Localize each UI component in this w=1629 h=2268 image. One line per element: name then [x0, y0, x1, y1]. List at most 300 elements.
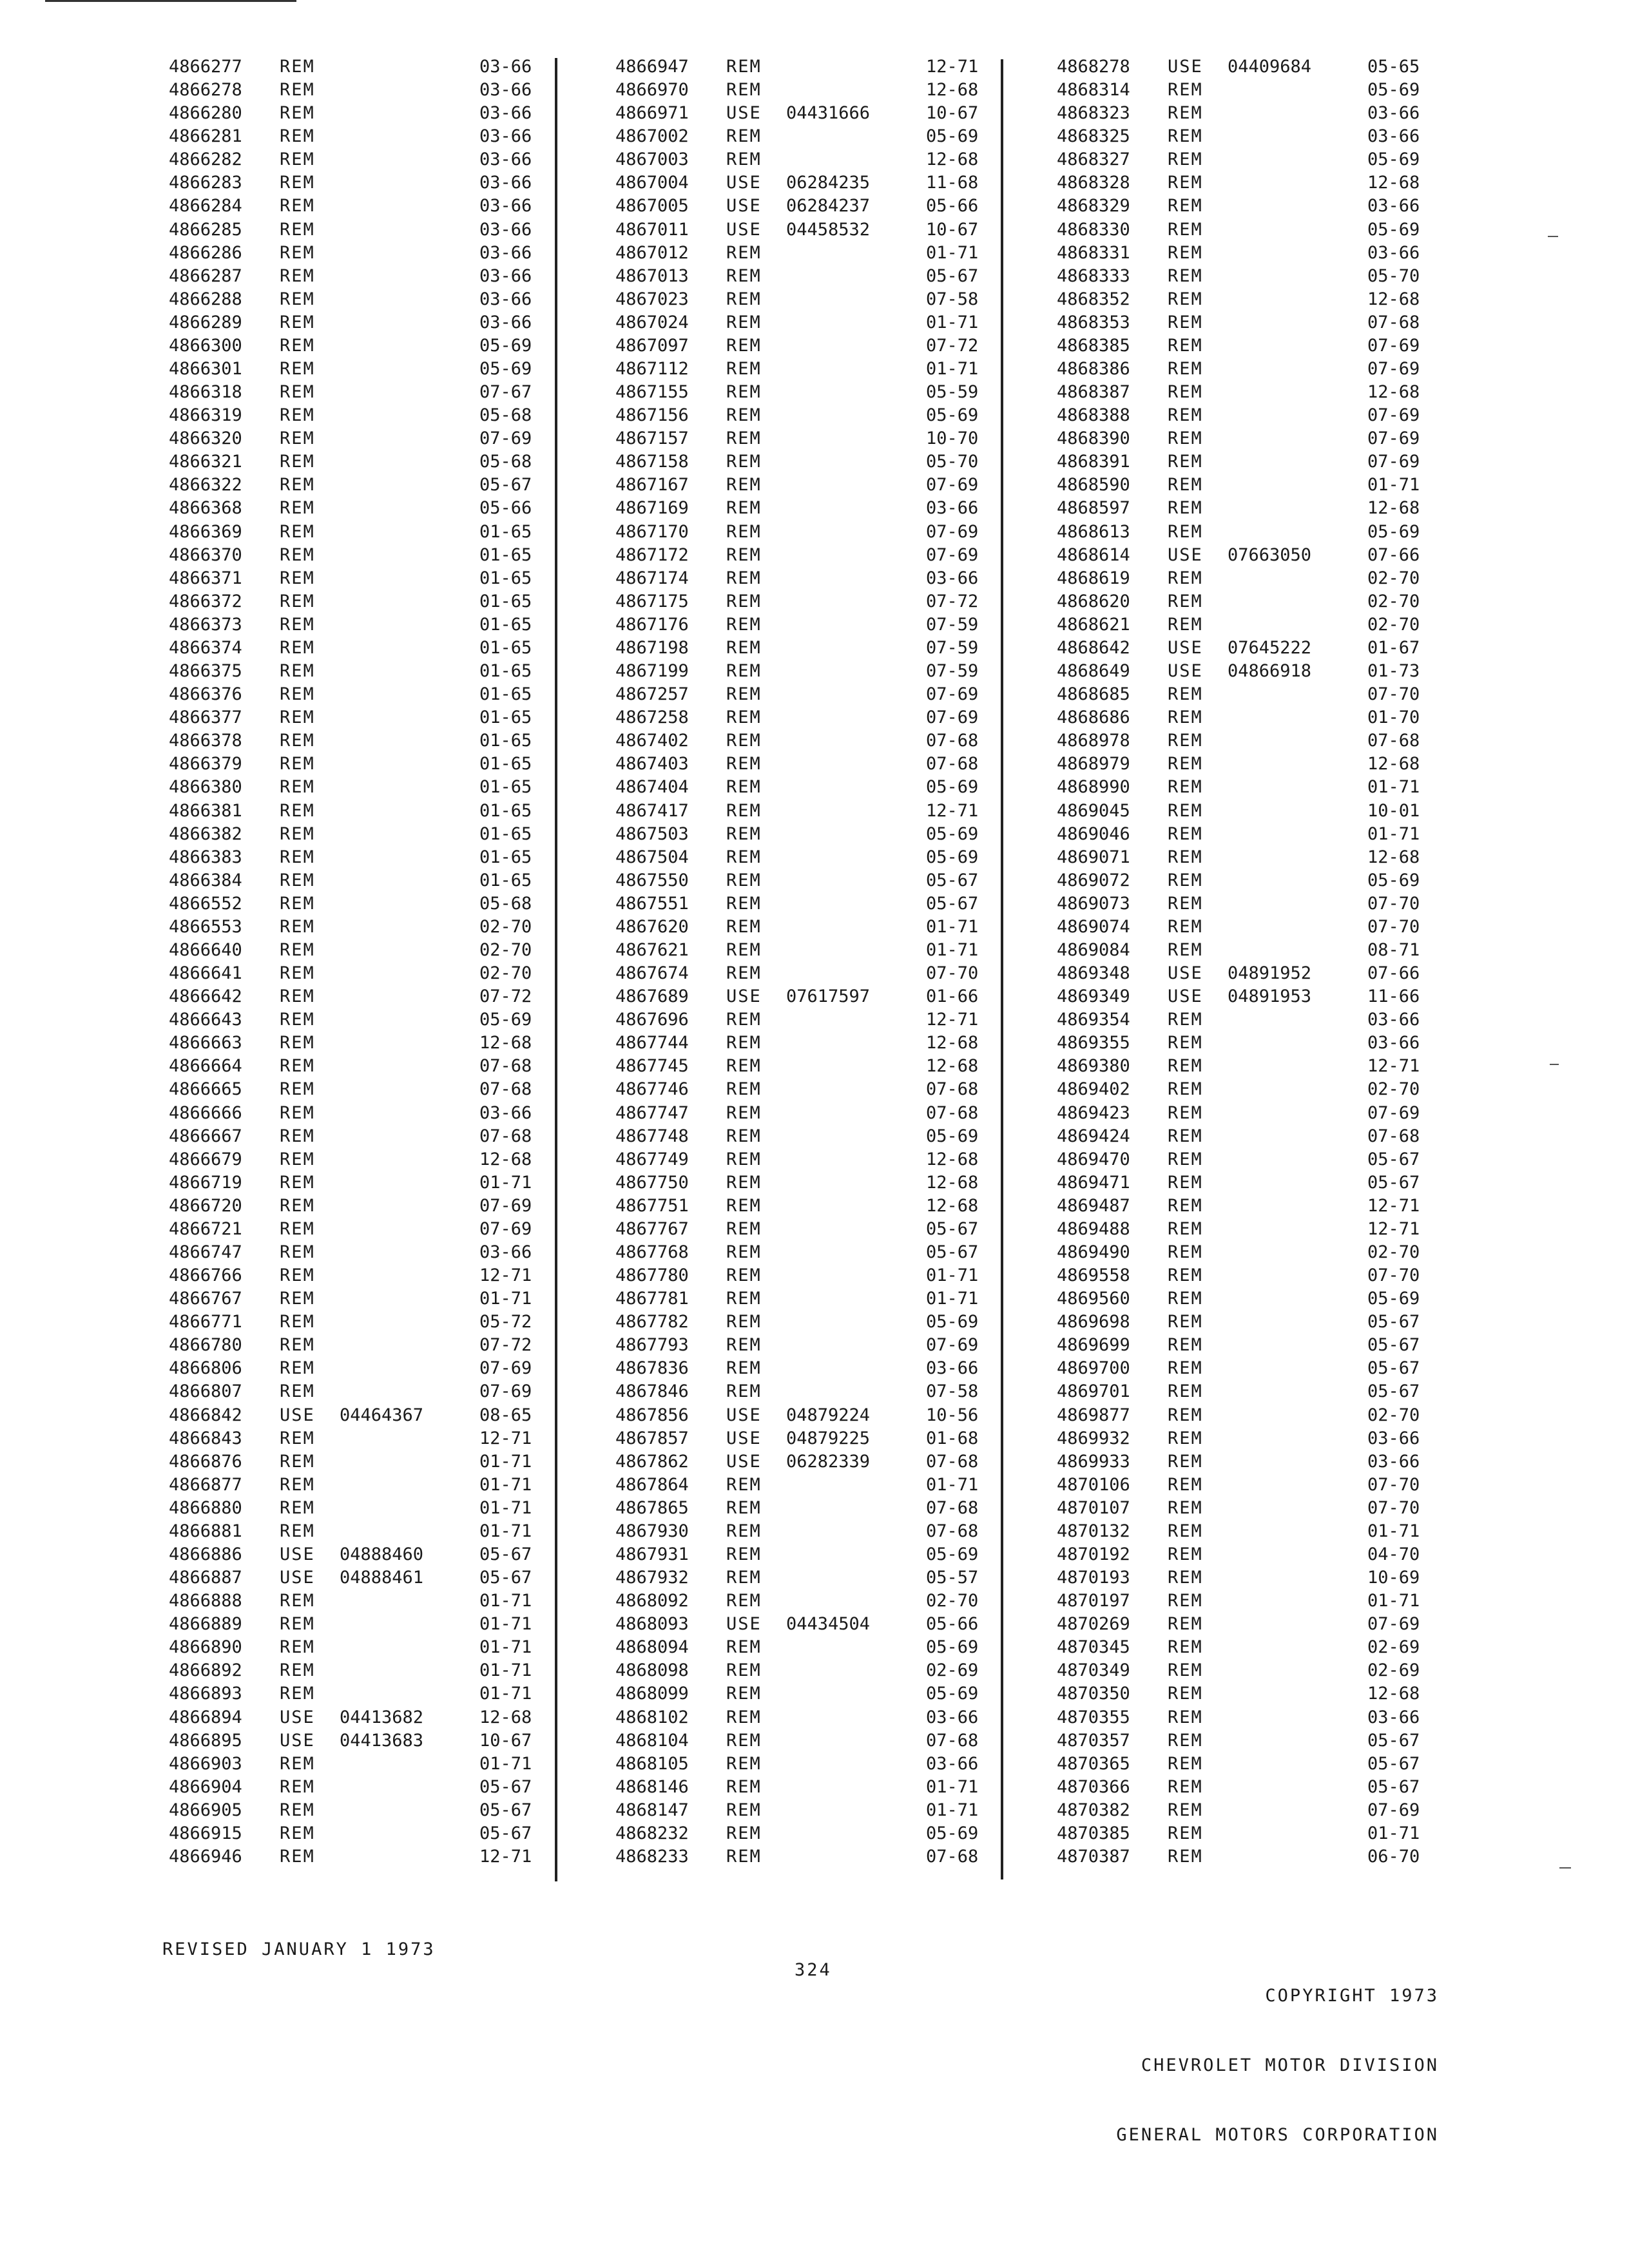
effective-date: 02-70 — [1367, 614, 1420, 635]
part-number: 4867112 — [615, 359, 689, 380]
part-number: 4867404 — [615, 777, 689, 798]
status-code: REM — [1168, 614, 1203, 635]
status-code: REM — [1168, 1405, 1203, 1425]
effective-date: 12-68 — [479, 1707, 532, 1727]
effective-date: 01-65 — [479, 591, 532, 611]
effective-date: 07-69 — [926, 521, 979, 542]
part-number: 4870197 — [1057, 1591, 1130, 1611]
part-number: 4866894 — [169, 1707, 242, 1727]
effective-date: 07-68 — [479, 1126, 532, 1146]
part-number: 4866374 — [169, 637, 242, 658]
effective-date: 01-70 — [1367, 707, 1420, 728]
part-number: 4867674 — [615, 963, 689, 984]
status-code: REM — [726, 1381, 762, 1402]
part-number: 4866277 — [169, 57, 242, 77]
part-number: 4868098 — [615, 1660, 689, 1681]
part-number: 4866719 — [169, 1172, 242, 1193]
effective-date: 02-70 — [479, 963, 532, 984]
status-code: REM — [1168, 1195, 1203, 1216]
status-code: REM — [280, 289, 315, 309]
effective-date: 05-67 — [479, 1823, 532, 1843]
part-number: 4866283 — [169, 173, 242, 193]
status-code: REM — [726, 80, 762, 101]
part-number: 4870349 — [1057, 1660, 1130, 1681]
part-number: 4867781 — [615, 1289, 689, 1309]
status-code: USE — [1168, 57, 1203, 77]
status-code: REM — [280, 1497, 315, 1518]
part-number: 4870107 — [1057, 1497, 1130, 1518]
part-number: 4866288 — [169, 289, 242, 309]
replacement-number: 06282339 — [786, 1451, 871, 1472]
effective-date: 05-67 — [479, 1568, 532, 1588]
margin-tick — [1550, 1064, 1559, 1065]
part-number: 4868278 — [1057, 57, 1130, 77]
status-code: REM — [726, 1079, 762, 1100]
part-number: 4869932 — [1057, 1428, 1130, 1448]
part-number: 4869074 — [1057, 916, 1130, 937]
copyright-line: CHEVROLET MOTOR DIVISION — [1141, 2055, 1439, 2075]
effective-date: 07-69 — [1367, 335, 1420, 356]
part-number: 4868649 — [1057, 661, 1130, 682]
part-number: 4866322 — [169, 475, 242, 495]
column-divider — [1001, 59, 1003, 1879]
part-number: 4869471 — [1057, 1172, 1130, 1193]
status-code: REM — [1168, 1010, 1203, 1030]
part-number: 4867744 — [615, 1033, 689, 1053]
status-code: REM — [726, 707, 762, 728]
effective-date: 07-69 — [1367, 428, 1420, 449]
status-code: REM — [1168, 684, 1203, 705]
status-code: REM — [1168, 1126, 1203, 1146]
status-code: REM — [1168, 382, 1203, 403]
part-number: 4866947 — [615, 57, 689, 77]
status-code: REM — [280, 1474, 315, 1495]
effective-date: 11-68 — [926, 173, 979, 193]
status-code: REM — [280, 382, 315, 403]
effective-date: 01-71 — [926, 1776, 979, 1797]
status-code: USE — [280, 1730, 315, 1751]
effective-date: 12-68 — [1367, 173, 1420, 193]
effective-date: 03-66 — [479, 126, 532, 147]
part-number: 4867551 — [615, 893, 689, 914]
effective-date: 05-69 — [926, 1684, 979, 1704]
effective-date: 07-66 — [1367, 544, 1420, 565]
status-code: REM — [1168, 707, 1203, 728]
effective-date: 05-68 — [479, 452, 532, 472]
effective-date: 05-69 — [1367, 870, 1420, 890]
part-number: 4866378 — [169, 731, 242, 751]
part-number: 4867620 — [615, 916, 689, 937]
effective-date: 01-71 — [926, 359, 979, 380]
part-number: 4867023 — [615, 289, 689, 309]
effective-date: 01-71 — [1367, 1591, 1420, 1611]
part-number: 4867746 — [615, 1079, 689, 1100]
part-number: 4867782 — [615, 1312, 689, 1332]
effective-date: 01-65 — [479, 684, 532, 705]
status-code: REM — [280, 637, 315, 658]
effective-date: 07-69 — [1367, 452, 1420, 472]
part-number: 4866903 — [169, 1753, 242, 1774]
part-number: 4868328 — [1057, 173, 1130, 193]
part-number: 4866318 — [169, 382, 242, 403]
part-number: 4870357 — [1057, 1730, 1130, 1751]
part-number: 4868314 — [1057, 80, 1130, 101]
effective-date: 08-71 — [1367, 939, 1420, 960]
part-number: 4866640 — [169, 939, 242, 960]
status-code: USE — [1168, 963, 1203, 984]
effective-date: 07-69 — [926, 544, 979, 565]
status-code: REM — [280, 1312, 315, 1332]
status-code: REM — [280, 1847, 315, 1867]
effective-date: 03-66 — [479, 265, 532, 286]
effective-date: 01-71 — [926, 312, 979, 332]
effective-date: 01-73 — [1367, 661, 1420, 682]
effective-date: 05-67 — [926, 870, 979, 890]
part-number: 4866893 — [169, 1684, 242, 1704]
part-number: 4866280 — [169, 103, 242, 124]
effective-date: 07-58 — [926, 1381, 979, 1402]
effective-date: 05-67 — [1367, 1312, 1420, 1332]
part-number: 4866970 — [615, 80, 689, 101]
part-number: 4867257 — [615, 684, 689, 705]
effective-date: 03-66 — [479, 196, 532, 216]
revised-date: REVISED JANUARY 1 1973 — [162, 1939, 436, 1959]
status-code: REM — [726, 1823, 762, 1843]
part-number: 4866377 — [169, 707, 242, 728]
effective-date: 08-65 — [479, 1405, 532, 1425]
replacement-number: 04464367 — [340, 1405, 424, 1425]
effective-date: 07-69 — [479, 1358, 532, 1379]
effective-date: 12-68 — [926, 1195, 979, 1216]
effective-date: 01-65 — [479, 661, 532, 682]
status-code: REM — [1168, 1172, 1203, 1193]
status-code: REM — [726, 777, 762, 798]
part-number: 4866842 — [169, 1405, 242, 1425]
part-number: 4866370 — [169, 544, 242, 565]
status-code: REM — [726, 939, 762, 960]
status-code: REM — [280, 707, 315, 728]
top-rule — [45, 0, 296, 2]
part-number: 4869046 — [1057, 823, 1130, 844]
part-number: 4867012 — [615, 242, 689, 263]
effective-date: 01-71 — [479, 1684, 532, 1704]
status-code: REM — [1168, 754, 1203, 774]
part-number: 4866284 — [169, 196, 242, 216]
status-code: REM — [280, 359, 315, 380]
status-code: REM — [280, 1335, 315, 1356]
effective-date: 05-67 — [1367, 1335, 1420, 1356]
effective-date: 01-71 — [1367, 1823, 1420, 1843]
status-code: REM — [726, 591, 762, 611]
effective-date: 10-67 — [926, 219, 979, 240]
part-number: 4867768 — [615, 1242, 689, 1262]
status-code: REM — [280, 1195, 315, 1216]
effective-date: 02-70 — [1367, 568, 1420, 588]
effective-date: 03-66 — [1367, 1428, 1420, 1448]
effective-date: 07-69 — [1367, 359, 1420, 380]
status-code: REM — [1168, 568, 1203, 588]
status-code: REM — [726, 382, 762, 403]
status-code: REM — [1168, 1381, 1203, 1402]
part-number: 4866382 — [169, 823, 242, 844]
part-number: 4869698 — [1057, 1312, 1130, 1332]
effective-date: 01-66 — [926, 986, 979, 1007]
status-code: REM — [280, 173, 315, 193]
part-number: 4866300 — [169, 335, 242, 356]
part-number: 4868620 — [1057, 591, 1130, 611]
part-number: 4868105 — [615, 1753, 689, 1774]
part-number: 4866890 — [169, 1637, 242, 1658]
effective-date: 12-71 — [479, 1428, 532, 1448]
part-number: 4866371 — [169, 568, 242, 588]
effective-date: 12-68 — [926, 80, 979, 101]
status-code: USE — [726, 103, 762, 124]
status-code: REM — [1168, 312, 1203, 332]
part-number: 4869701 — [1057, 1381, 1130, 1402]
status-code: REM — [280, 1265, 315, 1286]
part-number: 4866320 — [169, 428, 242, 449]
status-code: REM — [726, 1637, 762, 1658]
status-code: REM — [1168, 173, 1203, 193]
effective-date: 05-67 — [1367, 1149, 1420, 1169]
part-number: 4867745 — [615, 1056, 689, 1077]
part-number: 4867158 — [615, 452, 689, 472]
replacement-number: 04866918 — [1228, 661, 1312, 682]
part-number: 4866319 — [169, 405, 242, 426]
replacement-number: 06284237 — [786, 196, 871, 216]
status-code: REM — [280, 1451, 315, 1472]
status-code: REM — [726, 684, 762, 705]
part-number: 4867930 — [615, 1521, 689, 1541]
part-number: 4868614 — [1057, 544, 1130, 565]
status-code: REM — [1168, 1358, 1203, 1379]
status-code: USE — [1168, 544, 1203, 565]
effective-date: 05-66 — [926, 196, 979, 216]
effective-date: 02-70 — [1367, 1405, 1420, 1425]
status-code: REM — [726, 428, 762, 449]
part-number: 4866915 — [169, 1823, 242, 1843]
column-divider — [555, 58, 557, 1881]
effective-date: 12-68 — [926, 1149, 979, 1169]
status-code: REM — [1168, 1474, 1203, 1495]
status-code: REM — [726, 1218, 762, 1239]
status-code: REM — [726, 1753, 762, 1774]
status-code: REM — [726, 1335, 762, 1356]
status-code: REM — [726, 1242, 762, 1262]
effective-date: 05-67 — [1367, 1358, 1420, 1379]
effective-date: 07-70 — [1367, 1265, 1420, 1286]
effective-date: 01-65 — [479, 637, 532, 658]
part-number: 4866381 — [169, 800, 242, 821]
effective-date: 05-67 — [479, 1544, 532, 1564]
effective-date: 07-68 — [926, 1521, 979, 1541]
status-code: REM — [280, 1428, 315, 1448]
effective-date: 01-71 — [479, 1521, 532, 1541]
status-code: REM — [280, 1010, 315, 1030]
status-code: REM — [726, 661, 762, 682]
part-number: 4866375 — [169, 661, 242, 682]
part-number: 4867750 — [615, 1172, 689, 1193]
effective-date: 03-66 — [479, 219, 532, 240]
part-number: 4867167 — [615, 475, 689, 495]
status-code: REM — [280, 149, 315, 170]
part-number: 4868386 — [1057, 359, 1130, 380]
status-code: REM — [726, 335, 762, 356]
effective-date: 07-69 — [1367, 1800, 1420, 1820]
status-code: REM — [726, 1660, 762, 1681]
part-number: 4866285 — [169, 219, 242, 240]
effective-date: 07-70 — [1367, 916, 1420, 937]
status-code: REM — [726, 1474, 762, 1495]
part-number: 4869558 — [1057, 1265, 1130, 1286]
status-code: REM — [726, 1847, 762, 1867]
status-code: REM — [280, 103, 315, 124]
effective-date: 03-66 — [926, 498, 979, 519]
status-code: REM — [280, 1591, 315, 1611]
effective-date: 03-66 — [1367, 1033, 1420, 1053]
effective-date: 01-65 — [479, 847, 532, 867]
effective-date: 07-69 — [479, 1381, 532, 1402]
part-number: 4866747 — [169, 1242, 242, 1262]
status-code: REM — [280, 591, 315, 611]
effective-date: 05-69 — [1367, 149, 1420, 170]
status-code: REM — [280, 242, 315, 263]
status-code: REM — [1168, 428, 1203, 449]
status-code: REM — [280, 1102, 315, 1123]
effective-date: 07-70 — [1367, 1474, 1420, 1495]
part-number: 4868686 — [1057, 707, 1130, 728]
status-code: REM — [1168, 196, 1203, 216]
effective-date: 07-68 — [926, 754, 979, 774]
effective-date: 01-71 — [926, 916, 979, 937]
part-number: 4866889 — [169, 1614, 242, 1635]
part-number: 4866904 — [169, 1776, 242, 1797]
part-number: 4866663 — [169, 1033, 242, 1053]
part-number: 4868094 — [615, 1637, 689, 1658]
status-code: USE — [280, 1405, 315, 1425]
status-code: REM — [726, 1102, 762, 1123]
part-number: 4869487 — [1057, 1195, 1130, 1216]
effective-date: 07-59 — [926, 614, 979, 635]
part-number: 4867862 — [615, 1451, 689, 1472]
effective-date: 03-66 — [1367, 1451, 1420, 1472]
effective-date: 05-68 — [479, 405, 532, 426]
part-number: 4870350 — [1057, 1684, 1130, 1704]
part-number: 4867865 — [615, 1497, 689, 1518]
effective-date: 01-71 — [479, 1497, 532, 1518]
part-number: 4867748 — [615, 1126, 689, 1146]
effective-date: 07-69 — [479, 428, 532, 449]
effective-date: 05-67 — [479, 1800, 532, 1820]
part-number: 4866665 — [169, 1079, 242, 1100]
part-number: 4867864 — [615, 1474, 689, 1495]
part-number: 4868330 — [1057, 219, 1130, 240]
status-code: REM — [1168, 591, 1203, 611]
part-number: 4868597 — [1057, 498, 1130, 519]
part-number: 4867013 — [615, 265, 689, 286]
status-code: REM — [280, 219, 315, 240]
effective-date: 05-68 — [479, 893, 532, 914]
status-code: REM — [280, 731, 315, 751]
effective-date: 01-71 — [479, 1474, 532, 1495]
effective-date: 05-67 — [926, 893, 979, 914]
part-number: 4866887 — [169, 1568, 242, 1588]
effective-date: 03-66 — [479, 173, 532, 193]
status-code: REM — [280, 1289, 315, 1309]
part-number: 4868104 — [615, 1730, 689, 1751]
effective-date: 02-70 — [479, 939, 532, 960]
part-number: 4866287 — [169, 265, 242, 286]
effective-date: 01-71 — [1367, 777, 1420, 798]
effective-date: 05-72 — [479, 1312, 532, 1332]
status-code: REM — [280, 916, 315, 937]
status-code: REM — [280, 57, 315, 77]
replacement-number: 07645222 — [1228, 637, 1312, 658]
part-number: 4868388 — [1057, 405, 1130, 426]
part-number: 4868391 — [1057, 452, 1130, 472]
part-number: 4868099 — [615, 1684, 689, 1704]
status-code: USE — [280, 1707, 315, 1727]
effective-date: 07-68 — [926, 1451, 979, 1472]
effective-date: 03-66 — [479, 149, 532, 170]
part-number: 4866971 — [615, 103, 689, 124]
effective-date: 05-65 — [1367, 57, 1420, 77]
part-number: 4868590 — [1057, 475, 1130, 495]
part-number: 4866895 — [169, 1730, 242, 1751]
part-number: 4867005 — [615, 196, 689, 216]
status-code: REM — [1168, 870, 1203, 890]
status-code: REM — [280, 1126, 315, 1146]
effective-date: 05-67 — [479, 475, 532, 495]
part-number: 4868092 — [615, 1591, 689, 1611]
status-code: REM — [1168, 405, 1203, 426]
replacement-number: 04879224 — [786, 1405, 871, 1425]
part-number: 4869423 — [1057, 1102, 1130, 1123]
effective-date: 05-69 — [926, 823, 979, 844]
status-code: REM — [1168, 1242, 1203, 1262]
part-number: 4866721 — [169, 1218, 242, 1239]
status-code: REM — [726, 963, 762, 984]
effective-date: 05-69 — [926, 847, 979, 867]
part-number: 4869084 — [1057, 939, 1130, 960]
effective-date: 01-71 — [1367, 823, 1420, 844]
effective-date: 05-69 — [1367, 1289, 1420, 1309]
part-number: 4869488 — [1057, 1218, 1130, 1239]
effective-date: 07-59 — [926, 661, 979, 682]
status-code: REM — [1168, 1591, 1203, 1611]
effective-date: 05-67 — [479, 1776, 532, 1797]
effective-date: 07-72 — [926, 591, 979, 611]
status-code: REM — [280, 1242, 315, 1262]
status-code: REM — [280, 1637, 315, 1658]
status-code: REM — [1168, 1568, 1203, 1588]
status-code: REM — [280, 1521, 315, 1541]
part-number: 4869877 — [1057, 1405, 1130, 1425]
part-number: 4868979 — [1057, 754, 1130, 774]
part-number: 4868621 — [1057, 614, 1130, 635]
part-number: 4867747 — [615, 1102, 689, 1123]
part-number: 4866780 — [169, 1335, 242, 1356]
effective-date: 04-70 — [1367, 1544, 1420, 1564]
status-code: REM — [280, 614, 315, 635]
status-code: REM — [726, 1126, 762, 1146]
effective-date: 03-66 — [926, 1707, 979, 1727]
effective-date: 03-66 — [1367, 103, 1420, 124]
status-code: REM — [726, 1544, 762, 1564]
part-number: 4867004 — [615, 173, 689, 193]
effective-date: 07-68 — [479, 1056, 532, 1077]
status-code: REM — [280, 870, 315, 890]
